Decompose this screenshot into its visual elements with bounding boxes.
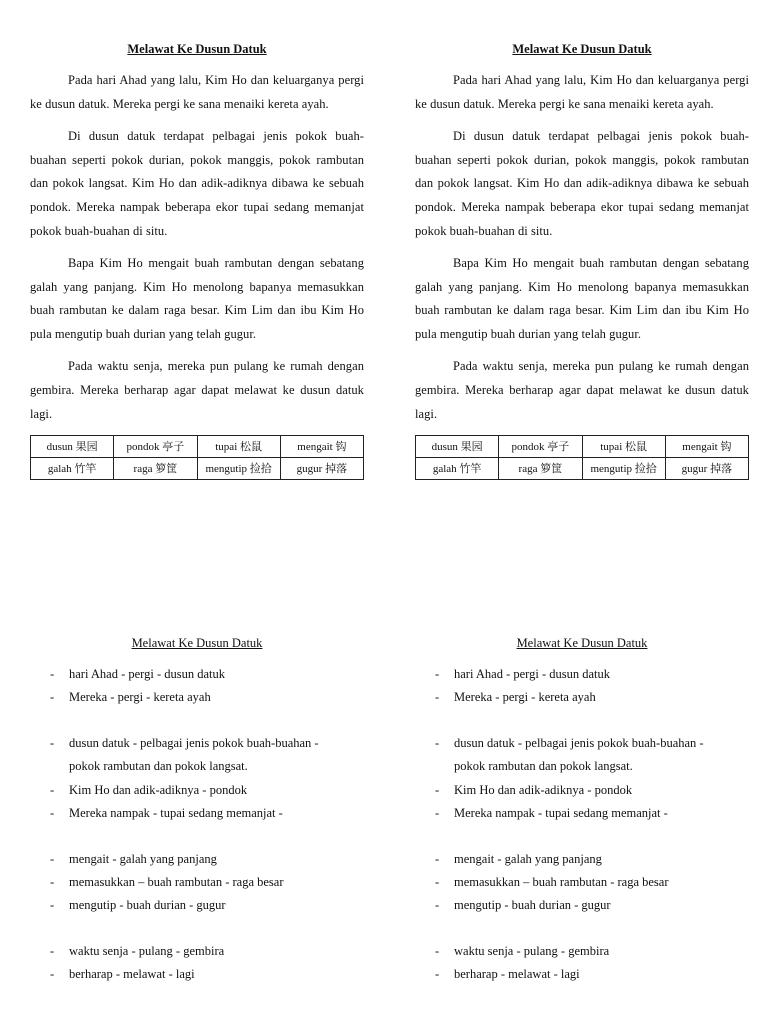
list-item-text: waktu senja - pulang - gembira <box>454 944 610 959</box>
vocabulary-table <box>30 435 364 480</box>
list-item <box>30 940 364 963</box>
list-item-text: Mereka nampak - tupai sedang memanjat - <box>69 805 283 820</box>
vocab-cell: tupai 松鼠 <box>582 435 665 457</box>
worksheet-title: Melawat Ke Dusun Datuk <box>127 42 267 56</box>
list-item-text: Mereka nampak - tupai sedang memanjat - <box>454 805 668 820</box>
vocabulary-table <box>415 435 749 480</box>
dash-bullet: - <box>435 782 440 797</box>
dash-bullet: - <box>50 944 55 959</box>
outline-left <box>30 634 364 987</box>
list-item <box>415 848 749 871</box>
list-item-text: mengait - galah yang panjang <box>454 851 602 866</box>
outline-title: Melawat Ke Dusun Datuk <box>516 636 648 650</box>
vocab-row <box>31 457 364 479</box>
list-item <box>30 663 364 686</box>
paragraph-4: Pada waktu senja, mereka pun pulang ke rumah dengan gembira. Mereka berharap agar dapat melawat ke dusun datuk lagi. <box>415 359 749 421</box>
list-item <box>30 848 364 871</box>
list-item-text: memasukkan – buah rambutan - raga besar <box>454 875 669 890</box>
list-item-text: mengait - galah yang panjang <box>69 851 217 866</box>
list-item <box>415 963 749 986</box>
list-item-text: Kim Ho dan adik-adiknya - pondok <box>69 782 248 797</box>
vocab-cell: pondok 亭子 <box>499 435 582 457</box>
list-item-text: berharap - melawat - lagi <box>454 967 580 982</box>
list-item-text: hari Ahad - pergi - dusun datuk <box>69 667 225 681</box>
list-item <box>30 686 364 709</box>
worksheet-right <box>415 40 749 480</box>
list-item <box>30 802 364 825</box>
list-item-text: Kim Ho dan adik-adiknya - pondok <box>454 782 633 797</box>
list-item <box>30 894 364 917</box>
dash-bullet: - <box>435 967 440 982</box>
list-item-text: dusun datuk - pelbagai jenis pokok buah-buahan - <box>69 736 319 751</box>
list-item <box>415 663 749 686</box>
paragraph-4: Pada waktu senja, mereka pun pulang ke rumah dengan gembira. Mereka berharap agar dapat melawat ke dusun datuk lagi. <box>30 359 364 421</box>
list-item-text: waktu senja - pulang - gembira <box>69 944 225 959</box>
outline-title: Melawat Ke Dusun Datuk <box>131 636 263 650</box>
paragraph-2: Di dusun datuk terdapat pelbagai jenis pokok buah-buahan seperti pokok durian, pokok manggis, pokok rambutan dan pokok langsat. Kim Ho dan adik-adiknya dibawa ke sebuah pondok. Mereka nampak beberapa ekor tupai sedang memanjat pokok buah-buahan di situ. <box>30 128 364 238</box>
vocab-cell: mengait 钩 <box>280 435 363 457</box>
list-item-text: hari Ahad - pergi - dusun datuk <box>454 667 610 681</box>
dash-bullet: - <box>50 690 55 705</box>
vocab-cell: mengutip 捡拾 <box>197 457 280 479</box>
worksheet-title: Melawat Ke Dusun Datuk <box>512 42 652 56</box>
dash-bullet: - <box>50 898 55 913</box>
list-item <box>30 779 364 802</box>
list-item <box>30 871 364 894</box>
dash-bullet: - <box>50 782 55 797</box>
dash-bullet: - <box>435 875 440 890</box>
worksheet-left <box>30 40 364 480</box>
dash-bullet: - <box>50 805 55 820</box>
dash-bullet: - <box>435 667 440 681</box>
list-item-text: mengutip - buah durian - gugur <box>454 898 611 913</box>
list-item <box>415 732 749 779</box>
vocab-cell: dusun 果园 <box>416 435 499 457</box>
outline-right <box>415 634 749 987</box>
vocab-cell: raga 箩筐 <box>114 457 197 479</box>
paragraph-3: Bapa Kim Ho mengait buah rambutan dengan sebatang galah yang panjang. Kim Ho menolong bapanya memasukkan buah rambutan ke dalam raga besar. Kim Lim dan ibu Kim Ho pula mengutip buah durian yang telah gugur. <box>30 255 364 342</box>
vocab-cell: gugur 掉落 <box>280 457 363 479</box>
vocab-cell: gugur 掉落 <box>665 457 748 479</box>
list-item <box>415 940 749 963</box>
vocab-cell: galah 竹竿 <box>31 457 114 479</box>
list-item-continuation: pokok rambutan dan pokok langsat. <box>454 759 633 774</box>
paragraph-3: Bapa Kim Ho mengait buah rambutan dengan sebatang galah yang panjang. Kim Ho menolong bapanya memasukkan buah rambutan ke dalam raga besar. Kim Lim dan ibu Kim Ho pula mengutip buah durian yang telah gugur. <box>415 255 749 342</box>
outline-list <box>30 663 364 987</box>
dash-bullet: - <box>435 736 440 751</box>
list-item <box>415 686 749 709</box>
vocab-row <box>31 435 364 457</box>
paragraph-2: Di dusun datuk terdapat pelbagai jenis pokok buah-buahan seperti pokok durian, pokok manggis, pokok rambutan dan pokok langsat. Kim Ho dan adik-adiknya dibawa ke sebuah pondok. Mereka nampak beberapa ekor tupai sedang memanjat pokok buah-buahan di situ. <box>415 128 749 238</box>
list-item-text: dusun datuk - pelbagai jenis pokok buah-buahan - <box>454 736 704 751</box>
list-item <box>415 894 749 917</box>
outline-list <box>415 663 749 987</box>
dash-bullet: - <box>435 805 440 820</box>
dash-bullet: - <box>435 944 440 959</box>
list-item <box>30 963 364 986</box>
vocab-cell: tupai 松鼠 <box>197 435 280 457</box>
dash-bullet: - <box>50 851 55 866</box>
list-item-text: memasukkan – buah rambutan - raga besar <box>69 875 284 890</box>
list-item-text: Mereka - pergi - kereta ayah <box>69 690 211 705</box>
list-item <box>415 802 749 825</box>
dash-bullet: - <box>50 736 55 751</box>
vocab-cell: dusun 果园 <box>31 435 114 457</box>
dash-bullet: - <box>435 690 440 705</box>
vocab-cell: mengutip 捡拾 <box>582 457 665 479</box>
paragraph-1: Pada hari Ahad yang lalu, Kim Ho dan keluarganya pergi ke dusun datuk. Mereka pergi ke sana menaiki kereta ayah. <box>415 73 749 111</box>
list-item-continuation: pokok rambutan dan pokok langsat. <box>69 759 248 774</box>
dash-bullet: - <box>50 875 55 890</box>
vocab-cell: mengait 钩 <box>665 435 748 457</box>
list-item <box>415 871 749 894</box>
dash-bullet: - <box>435 851 440 866</box>
list-item-text: berharap - melawat - lagi <box>69 967 195 982</box>
dash-bullet: - <box>435 898 440 913</box>
vocab-cell: pondok 亭子 <box>114 435 197 457</box>
vocab-row <box>416 435 749 457</box>
dash-bullet: - <box>50 967 55 982</box>
list-item <box>30 732 364 779</box>
list-item <box>415 779 749 802</box>
vocab-cell: galah 竹竿 <box>416 457 499 479</box>
list-item-text: Mereka - pergi - kereta ayah <box>454 690 596 705</box>
vocab-cell: raga 箩筐 <box>499 457 582 479</box>
list-item-text: mengutip - buah durian - gugur <box>69 898 226 913</box>
dash-bullet: - <box>50 667 55 681</box>
paragraph-1: Pada hari Ahad yang lalu, Kim Ho dan keluarganya pergi ke dusun datuk. Mereka pergi ke sana menaiki kereta ayah. <box>30 73 364 111</box>
vocab-row <box>416 457 749 479</box>
